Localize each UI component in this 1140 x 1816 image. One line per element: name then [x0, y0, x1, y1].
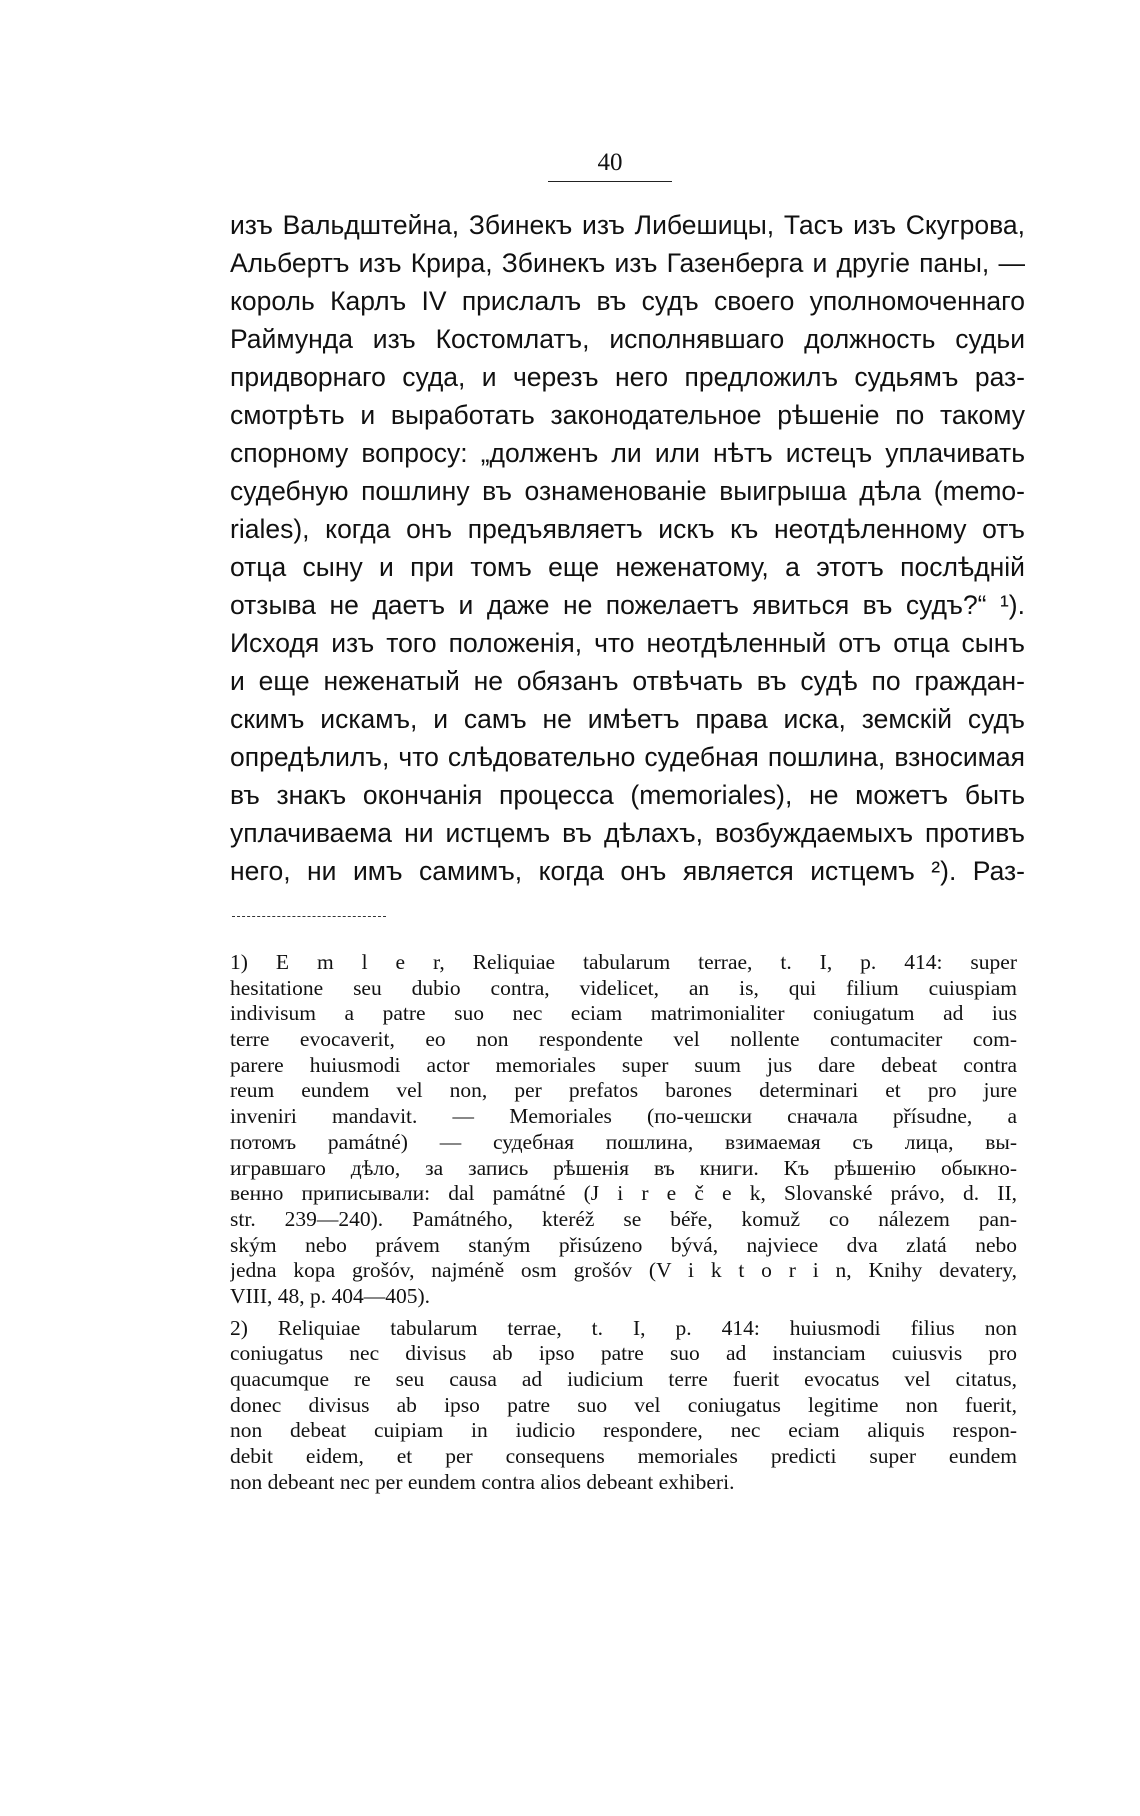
main-text-line: отзыва не даетъ и даже не пожелаетъ явиться въ судъ?“ ¹). — [230, 590, 1025, 620]
main-text-line: придворнаго суда, и черезъ него предложилъ судьямъ раз- — [230, 362, 1025, 392]
footnote-line: венно приписывали: dal památné (J i r e č e k, Slovanské právo, d. II, — [230, 1181, 1017, 1206]
main-text-line: король Карлъ IV прислалъ въ судъ своего уполномоченнаго — [230, 286, 1025, 316]
footnote-line: inveniri mandavit. — Memoriales (по-чешски сначала přísudne, a — [230, 1104, 1017, 1129]
main-text-line: него, ни имъ самимъ, когда онъ является истцемъ ²). Раз- — [230, 856, 1025, 886]
main-text-line: уплачиваема ни истцемъ въ дѣлахъ, возбуждаемыхъ противъ — [230, 818, 1025, 848]
main-text-line: опредѣлилъ, что слѣдовательно судебная пошлина, взносимая — [230, 742, 1025, 772]
main-text — [230, 206, 1025, 890]
main-text-line: спорному вопросу: „долженъ ли или нѣтъ истецъ уплачивать — [230, 438, 1025, 468]
footnote-line: parere huiusmodi actor memoriales super suum jus dare debeat contra — [230, 1052, 1017, 1077]
footnote-line: debit eidem, et per consequens memoriales predicti super eundem — [230, 1444, 1017, 1469]
footnote-separator — [232, 916, 386, 917]
footnote-line: non debeat cuipiam in iudicio respondere, nec eciam aliquis respon- — [230, 1418, 1017, 1443]
main-text-line: изъ Вальдштейна, Збинекъ изъ Либешицы, Тасъ изъ Скугрова, — [230, 210, 1025, 240]
main-text-line: Исходя изъ того положенія, что неотдѣленный отъ отца сынъ — [230, 628, 1025, 658]
footnote-line: ským nebo právem staným přisúzeno bývá, najviece dva zlatá nebo — [230, 1232, 1017, 1257]
footnote-line: donec divisus ab ipso patre suo vel coniugatus legitime non fuerit, — [230, 1392, 1017, 1417]
footnote-1 — [230, 950, 1017, 1310]
footnote-line: игравшаго дѣло, за запись рѣшенія въ книги. Къ рѣшенію обыкно- — [230, 1155, 1017, 1180]
footnote-line: 1) E m l e r, Reliquiae tabularum terrae, t. I, p. 414: super — [230, 950, 1017, 974]
footnote-line: terre evocaverit, eo non respondente vel nollente contumaciter com- — [230, 1027, 1017, 1052]
footnote-line: jedna kopa grošóv, najméně osm grošóv (V i k t o r i n, Knihy devatery, — [230, 1258, 1017, 1283]
main-text-line: скимъ искамъ, и самъ не имѣетъ права иска, земскій судъ — [230, 704, 1025, 734]
footnote-line: quacumque re seu causa ad iudicium terre fuerit evocatus vel citatus, — [230, 1367, 1017, 1391]
footnote-2 — [230, 1316, 1017, 1496]
main-text-line: и еще неженатый не обязанъ отвѣчать въ судѣ по граждан- — [230, 666, 1025, 696]
page-number-rule — [548, 181, 672, 182]
footnote-line: потомъ památné) — судебная пошлина, взимаемая съ лица, вы- — [230, 1129, 1017, 1154]
footnote-line: VIII, 48, p. 404—405). — [230, 1283, 431, 1308]
footnote-line: hesitatione seu dubio contra, videlicet, an is, qui filium cuiuspiam — [230, 975, 1017, 1000]
main-text-line: отца сыну и при томъ еще неженатому, а этотъ послѣдній — [230, 552, 1025, 582]
footnote-line: non debeant nec per eundem contra alios debeant exhiberi. — [230, 1469, 735, 1494]
main-text-line: смотрѣть и выработать законодательное рѣшеніе по такому — [230, 400, 1025, 430]
footnotes — [230, 950, 1017, 1495]
footnote-line: indivisum a patre suo nec eciam matrimonialiter coniugatum ad ius — [230, 1001, 1017, 1026]
main-text-line: судебную пошлину въ ознаменованіе выигрыша дѣла (memo- — [230, 476, 1025, 506]
footnote-line: str. 239—240). Památného, kteréž se béře, komuž co nálezem pan- — [230, 1206, 1017, 1231]
footnote-line: coniugatus nec divisus ab ipso patre suo ad instanciam cuiusvis pro — [230, 1341, 1017, 1366]
main-text-line: riales), когда онъ предъявляетъ искъ къ неотдѣленному отъ — [230, 514, 1025, 544]
main-text-line: Раймунда изъ Костомлатъ, исполнявшаго должность судьи — [230, 324, 1025, 354]
main-text-line: въ знакъ окончанія процесса (memoriales), не можетъ быть — [230, 780, 1025, 810]
footnote-line: reum eundem vel non, per prefatos barones determinari et pro jure — [230, 1078, 1017, 1103]
page-number: 40 — [597, 149, 623, 176]
footnote-line: 2) Reliquiae tabularum terrae, t. I, p. 414: huiusmodi filius non — [230, 1315, 1017, 1340]
main-text-line: Альбертъ изъ Крира, Збинекъ изъ Газенберга и другіе паны, — — [230, 248, 1025, 278]
